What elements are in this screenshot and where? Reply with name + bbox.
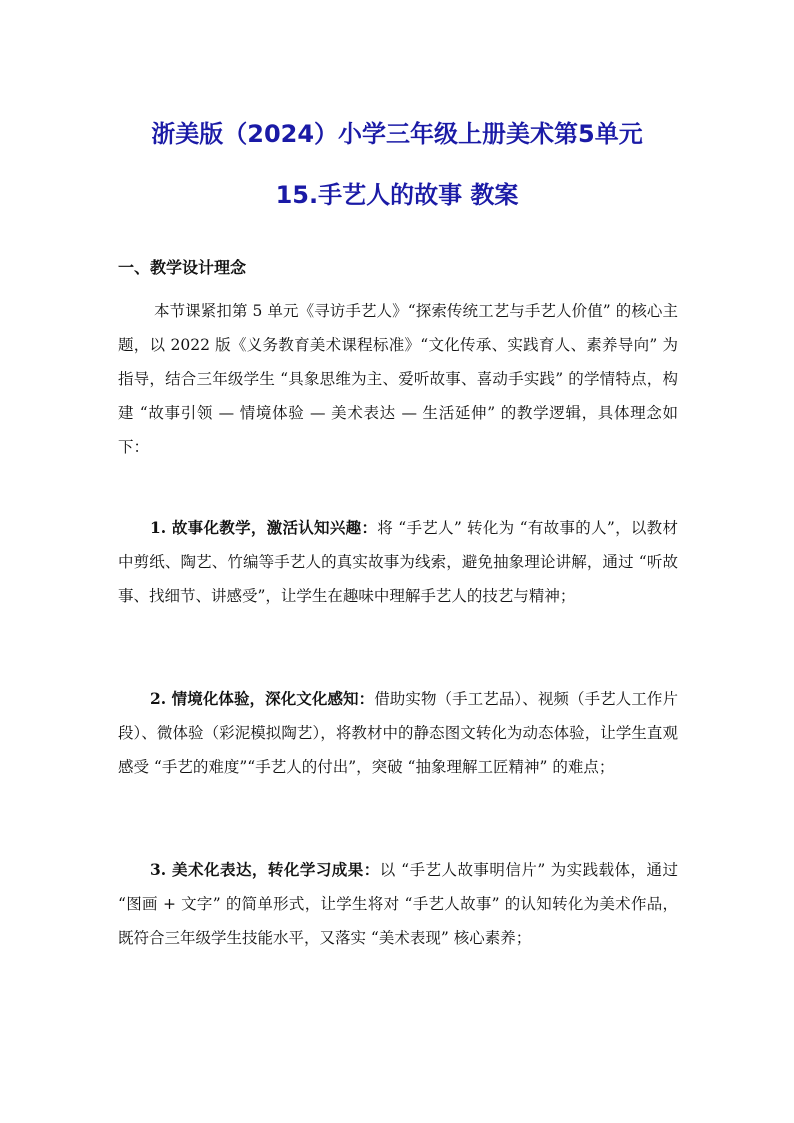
principle-item-1-text: 将 “手艺人” 转化为 “有故事的人”，以教材中剪纸、陶艺、竹编等手艺人的真实故事为线索，避免抽象理论讲解，通过 “听故事、找细节、讲感受”，让学生在趣味中理解手艺人的技艺与精神； [118, 519, 678, 605]
principle-item-2-lead: 2. 情境化体验，深化文化感知： [150, 689, 375, 708]
section-heading: 一、教学设计理念 [118, 258, 247, 277]
document-title-line2: 15.手艺人的故事 教案 [275, 181, 519, 209]
principle-item-3-lead: 3. 美术化表达，转化学习成果： [150, 860, 380, 879]
principle-item-3-text: 以 “手艺人故事明信片” 为实践载体，通过 “图画 + 文字” 的简单形式，让学生将对 “手艺人故事” 的认知转化为美术作品，既符合三年级学生技能水平，又落实 “美术表现” 核心素养； [118, 861, 678, 947]
principle-item-1 [118, 511, 678, 613]
principle-item-3 [118, 853, 678, 955]
principle-item-2-text: 借助实物（手工艺品）、视频（手艺人工作片段）、微体验（彩泥模拟陶艺），将教材中的静态图文转化为动态体验，让学生直观感受 “手艺的难度”“手艺人的付出”，突破 “抽象理解工匠精神” 的难点； [118, 690, 678, 776]
principle-item-1-lead: 1. 故事化教学，激活认知兴趣： [150, 518, 378, 537]
principle-item-2 [118, 682, 678, 784]
document-title-line1: 浙美版（2024）小学三年级上册美术第5单元 [151, 120, 643, 148]
intro-paragraph: 本节课紧扣第 5 单元《寻访手艺人》“探索传统工艺与手艺人价值” 的核心主题，以 2022 版《义务教育美术课程标准》“文化传承、实践育人、素养导向” 为指导，结合三年级学生 “具象思维为主、爱听故事、喜动手实践” 的学情特点，构建 “故事引领 — 情境体验 — 美术表达 — 生活延伸” 的教学逻辑，具体理念如下： [118, 302, 678, 456]
